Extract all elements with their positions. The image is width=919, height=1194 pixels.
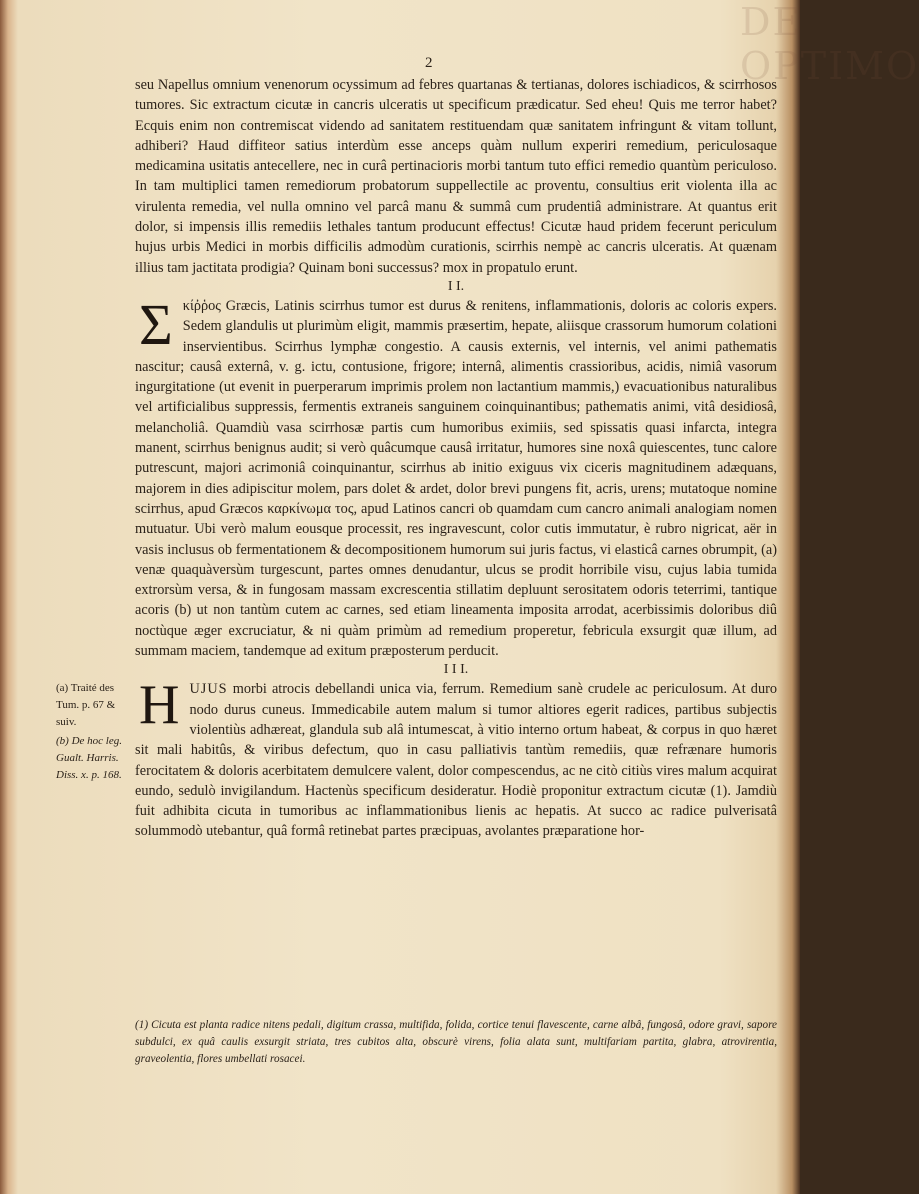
section-2-text: κίῤῥος Græcis, Latinis scirrhus tumor est durus & renitens, inflammationis, doloris ac coloris expers. Sedem glandulis ut plurimùm eligit, mammis præsertim, hepate, aliisque crassorum humorum colationi inservientibus. Scirrhus lymphæ congestio. A causis externis, vel internis, vel animi pathematis nascitur; causâ externâ, v. g. ictu, contusione, frigore; internâ, alimentis crassioribus, acidis, nimiâ vasorum ingurgitatione (ut evenit in puerperarum imprimis prolem non lactantium mammis,) evacuationibus naturalibus vel artificialibus suppressis, fermentis extraneis sanguinem coinquinantibus; pathematis animi, vitâ desidiosâ, melancholiâ. Quamdiù vasa scirrhosæ partis cum humoribus eximiis, sed spissatis quasi infarcta, integra manent, scirrhus benignus audit; si verò quâcumque causâ irritatur, humores sine noxâ quiescentes, tunc calore putrescunt, majori acrimoniâ coinquinantur, scirrhus ab initio exiguus vix ciceris magnitudinem adæquans, majorem in dies adipiscitur molem, pars dolet & ardet, dolor brevi pungens fit, acris, urens; mutatoque nomine scirrhus, apud Græcos καρκίνωμα τος, apud Latinos cancri ob quamdam cum cancro animali analogiam nomen mutuatur. Ubi verò malum eousque processit, res ingravescunt, color cutis immutatur, è rubro nigricat, aër in vasis inclusus ob fermentationem & decompositionem humorum sui juris factus, vi elasticâ carnes obrumpit, (a) venæ quaquàversùm turgescunt, partes omnes denudantur, ulcus se prodit horribile visu, cujus labia tumida extrorsùm versa, & in fungosam massam excrescentia stillatim depluunt serositatem odoris teterrimi, tantique acoris (b) ut non tantùm cutem ac carnes, sed etiam lineamenta imposita arrodat, acerbissimis doloribus diû noctùque æger excruciatur, & ni quàm primùm ad remedium properetur, febricula exsurgit quæ illum, ad summam maciem, tandemque ad exitum præposterum perducit. <box>135 297 777 660</box>
footnote-1: (1) Cicuta est planta radice nitens pedali, digitum crassa, multifida, folida, cortice tenui flavescente, carne albâ, fungosâ, odore gravi, sapore subdulci, ex quâ caulis exsurgit striata, tres cubitos alta, obscurè virens, folia alata sunt, multifariam partita, glabra, atrovirentia, graveolentia, flores umbellati rosacei. <box>135 1019 777 1065</box>
section-3-paragraph <box>135 674 777 841</box>
footnote <box>135 1017 777 1068</box>
margin-note-b: (b) De hoc leg. Gualt. Harris. Diss. x. p. 168. <box>56 735 122 781</box>
margin-notes <box>56 680 134 786</box>
section-2-paragraph <box>135 291 777 661</box>
section-3-text: morbi atrocis debellandi unica via, ferrum. Remedium sanè crudele ac periculosum. At duro nodo durus cuneus. Immedicabile autem malum si tumor altiores egerit radices, partibus subjectis violentiùs adhæreat, glandula sub alâ intumescat, à vitio interno ortum habeat, & corpus in quo hæret sit mali habitûs, & viribus defectum, quo in casu palliativis tantùm remediis, quæ refrænare humoris ferocitatem & doloris acerbitatem demulcere valent, dolor compescendus, ac ne citò citiùs vires malum acquirat eundo, sedulò invigilandum. Hactenùs specificum desideratur. Hodiè proponitur extractum cicutæ (1). Jamdiù fuit adhibita cicuta in tumoribus ac inflammationibus lienis ac hepatis. At succo ac radice pulverisatâ solummodò utebantur, quâ formâ retinebat partes præcipuas, avolantes præparatione hor- <box>135 681 777 840</box>
dropcap-h: H <box>139 674 180 737</box>
intro-paragraph: seu Napellus omnium venenorum ocyssimum ad febres quartanas & tertianas, dolores ischiadicos, & scirrhosos tumores. Sic extractum cicutæ in cancris ulceratis ut specificum prædicatur. Sed eheu! Quis me terror habet? Ecquis enim non contremiscat videndo ad sanitatem restituendam quæ sanitatem infringunt & vitam tollunt, adhiberi? Haud diffiteor satius interdùm esse anceps quàm nullum experiri remedium, periculosaque medicamina usitatis antecellere, nec in curâ pertinacioris morbi tantum tuto effici remedio quantùm periculoso. In tam multiplici tamen remediorum probatorum suppellectile ac proventu, consultius erit violenta illa ac virulenta remedia, vel nulla omnino vel parcâ manu & summâ cum prudentiâ administrare. At quantus erit dolor, si impensis illis remediis lethales tantum producunt effectus! Cicutæ haud pridem fecerunt periculum hujus urbis Medici in morbis difficilis admodùm curationis, scirrhis nempè ac cancris ulceratis. At quænam illius tam jactitata prodigia? Quinam boni successus? mox in propatulo erunt. <box>135 77 777 276</box>
dropcap-sigma: Σ <box>139 291 173 357</box>
section-3-first-word: UJUS <box>189 681 228 698</box>
section-number-3: I I I. <box>443 662 469 678</box>
section-number-2: I I. <box>447 278 465 294</box>
page-number: 2 <box>425 55 433 71</box>
bleed-through-text: DE OPTIMO <box>740 0 919 88</box>
main-text <box>135 75 777 842</box>
margin-note-a: (a) Traité des Tum. p. 67 & suiv. <box>56 682 116 728</box>
